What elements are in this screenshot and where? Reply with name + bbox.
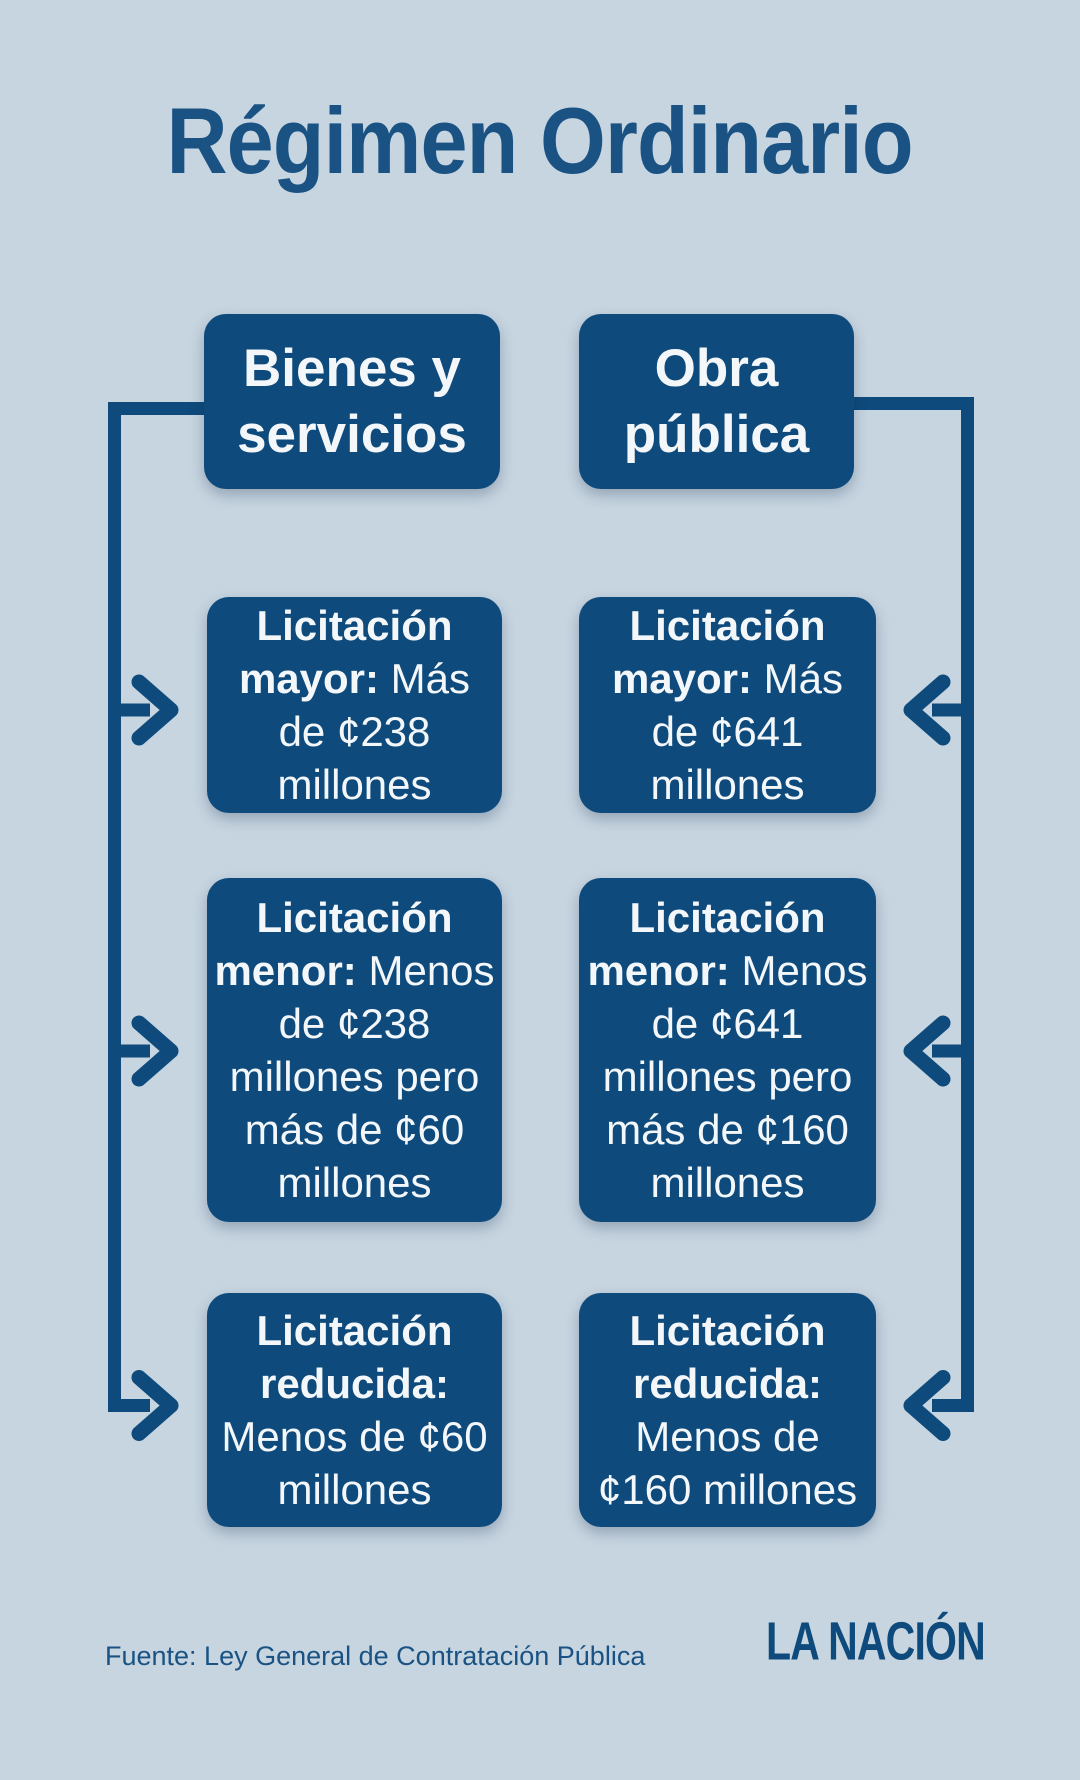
box-term: Licitación mayor: [238,602,453,702]
source-attribution: Fuente: Ley General de Contratación Pública [105,1641,646,1671]
info-box-obra-licitacion-menor [579,878,876,1222]
box-term: Licitación reducida: [629,1307,826,1407]
left-bracket-line [115,409,207,1406]
info-box-bienes-licitacion-mayor [207,597,502,813]
box-term: Licitación mayor: [611,602,826,702]
box-term: Licitación menor: [214,894,453,994]
box-detail: Menos de ¢160 millones [597,1413,858,1513]
box-detail: Más de ¢641 millones [650,655,844,808]
info-box-bienes-licitacion-menor [207,878,502,1222]
box-term: Licitación menor: [587,894,826,994]
box-detail: Menos de ¢641 millones pero más de ¢160 millones [602,947,868,1206]
info-box-bienes-licitacion-reducida [207,1293,502,1527]
la-nacion-logo: LA NACIÓN [766,1610,985,1672]
page-title: Régimen Ordinario [166,88,914,193]
column-header-bienes-y-servicios [204,314,500,489]
box-detail: Menos de ¢60 millones [221,1413,488,1513]
box-detail: Más de ¢238 millones [277,655,471,808]
box-term: Licitación reducida: [256,1307,453,1407]
info-box-obra-licitacion-mayor [579,597,876,813]
box-detail: Menos de ¢238 millones pero más de ¢60 millones [229,947,495,1206]
info-box-obra-licitacion-reducida [579,1293,876,1527]
column-header-label: Obra pública [623,338,810,464]
column-header-label: Bienes y servicios [237,338,467,464]
column-header-obra-publica [579,314,854,489]
